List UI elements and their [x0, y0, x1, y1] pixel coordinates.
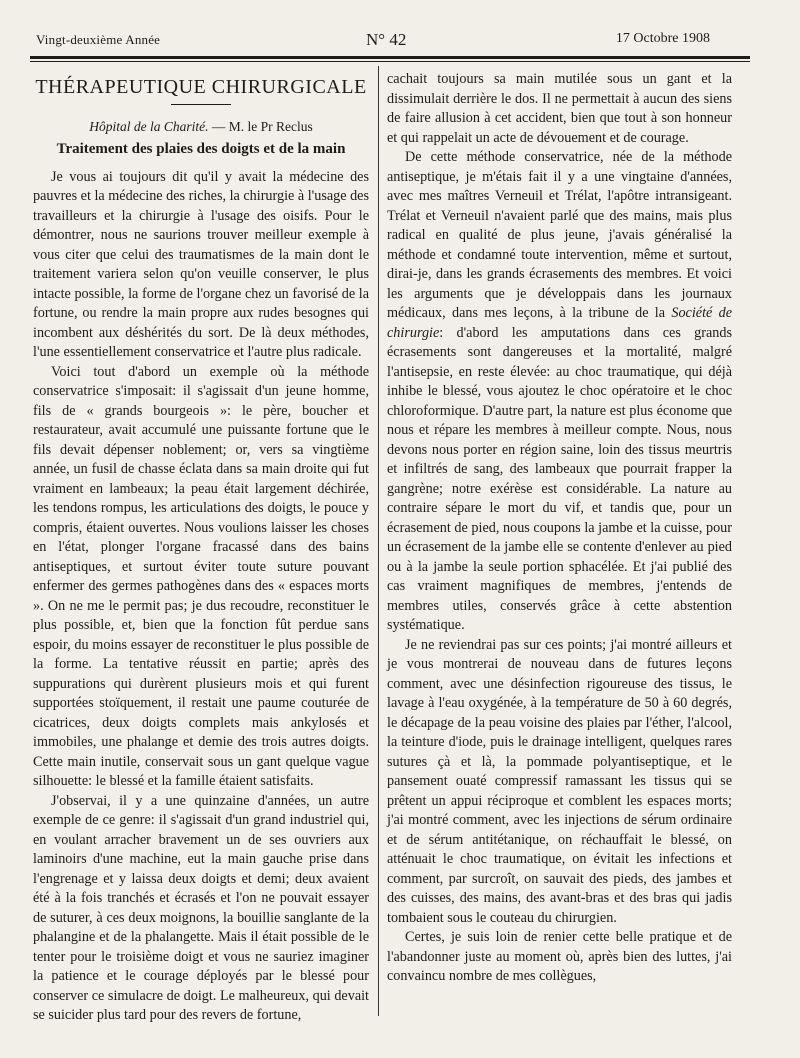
byline-separator: —	[208, 118, 229, 134]
paragraph: Je ne reviendrai pas sur ces points; j'ai montré ailleurs et je vous montrerai de nouveau dans de futures leçons comment, avec une désinfection rigoureuse des tissus, le lavage à l'eau oxygénée, à la température de 50 à 60 degrés, le décapage de la peau voisine des plaies par l'éther, l'alcool, la teinture d'iode, puis le drainage intelligent, quelques rares sutures çà et là, la pommade polyantiseptique, et le pansement ouaté compressif ramassant les tissus qui se prêtent un appui réciproque et comblent les espaces morts; j'ai montré comment, avec les injections de sérum ordinaire et de sérum antitétanique, on réchauffait le blessé, on atténuait le choc traumatique, on évitait les infections et comment, par surcroît, on sauvait des pieds, des jambes et des cuisses, des mains, des avant-bras et des bras qui jadis tombaient sous le couteau du chirurgien.	[387, 636, 732, 926]
volume-label: Vingt-deuxième Année	[36, 32, 161, 47]
byline-place: Hôpital de la Charité.	[89, 118, 209, 134]
issue-number: N° 42	[366, 30, 407, 49]
paragraph: Je vous ai toujours dit qu'il y avait la médecine des pauvres et la médecine des riches, la chirurgie à l'usage des travailleurs et la chirurgie à l'usage des oisifs. Pour le démontrer, nous ne saurions trouver meilleur exemple à vous citer que celui des traumatismes de la main dont le traitement variera selon qu'on veuille conserver, le plus intacte possible, la forme de l'organe chez un favorisé de la fortune, ou rendre la main propre aux rudes besognes qui incombent aux déshérités du sort. De là deux méthodes, l'une essentiellement conservatrice et l'autre plus radicale.	[33, 168, 369, 360]
paragraph-continued: cachait toujours sa main mutilée sous un gant et la dissimulait derrière le dos. Il ne permettait à aucun des siens de faire allusion à cet accident, bien que tout à son honneur et qui rappelait un acte de dévouement et de courage.	[387, 71, 732, 146]
header-rule-thick	[30, 56, 750, 59]
society-name: Société de chirurgie	[387, 305, 732, 341]
column-divider	[378, 66, 379, 1016]
issue-date: 17 Octobre 1908	[615, 31, 710, 46]
paragraph-part: : d'abord les amputations dans ces grands écrasements sont dangereuses et la mortalité, malgré l'antisepsie, en reste élevée: au choc traumatique, qui déjà inhibe le blessé, vous ajoutez le choc opératoire et le choc chloroformique. D'autre part, la nature est plus économe que nous et répare les membres à meilleur compte. Nous, nous devons nous porter en région saine, loin des tissus meurtris et infiltrés de sang, des lambeaux que pourrait frapper la gangrène; notre exérèse est considérable. La nature au contraire sépare le mort du vif, et tandis que, pour un écrasement de pied, nous coupons la jambe et la cuisse, pour un écrasement de la jambe elle se contente d'enlever au pied ou à la jambe la seule portion sphacélée. Et j'ai publié des cas vraiment magnifiques de membres, j'entends de membres utiles, conservés grâce à cette abstention systématique.	[387, 324, 732, 633]
paragraph: Voici tout d'abord un exemple où la méthode conservatrice s'imposait: il s'agissait d'un jeune homme, fils de « grands bourgeois »: le père, boucher et restaurateur, avait accumulé une puissante fortune que le fils devait dépenser noblement; or, vers sa vingtième année, un fusil de chasse éclata dans sa main droite qui fut vraiment en lambeaux; la peau était largement déchirée, les tendons rompus, les articulations des doigts, le pouce y compris, étaient ouvertes. Nous voulions laisser les choses en l'état, plonger l'organe fracassé dans des bains antiseptiques, et surtout éviter toute suture pouvant enfermer des germes pathogènes dans des « espaces morts ». On ne me le permit pas; je dus recoudre, reconstituer le plus possible, et, bien que la fonction fût perdue sans espoir, du moins essayer de reconstituer le plus possible de la forme. La tentative réussit en partie; après des suppurations qui durèrent plusieurs mois et qui furent supportées stoïquement, il restait une paume couturée de cicatrices, deux doigts complets mais ankylosés et immobiles, une phalange et demie des trois autres doigts. Cette main inutile, conservait sous un gant quelque vague silhouette: le blessé et la famille étaient satisfaits.	[33, 363, 369, 789]
byline	[33, 117, 369, 137]
byline-author: M. le Pr Reclus	[228, 118, 313, 134]
left-column	[33, 70, 369, 1026]
article-title: THÉRAPEUTIQUE CHIRURGICALE	[35, 76, 367, 98]
paragraph: Certes, je suis loin de renier cette belle pratique et de l'abandonner juste au moment où, après bien des luttes, j'ai convaincu nombre de mes collègues,	[387, 929, 732, 984]
paragraph	[387, 148, 732, 636]
paragraph: J'observai, il y a une quinzaine d'années, un autre exemple de ce genre: il s'agissait d'un grand industriel qui, en voulant arracher bravement un de ses ouvriers aux laminoirs d'une machine, eut la main gauche prise dans l'engrenage et y laissa deux doigts et demi; deux avaient été à la fois tranchés et écrasés et l'on ne pouvait essayer de suturer, à ces deux moignons, la bouillie sanglante de la phalangine et de la phalangette. Mais il était possible de le tenter pour le troisième doigt et vous ne sauriez imaginer la patience et le courage déployés par le blessé pour conserver ce simulacre de doigt. Le malheureux, qui devait se suicider plus tard pour des revers de fortune,	[33, 792, 369, 1023]
paragraph-part: De cette méthode conservatrice, née de la méthode antiseptique, je m'étais fait il y a une vingtaine d'années, avec mes maîtres Verneuil et Trélat, l'apôtre intransigeant. Trélat et Verneuil n'avaient parlé que des mains, mais plus radical en qualité de plus jeune, j'avais généralisé la méthode et condamné toute intervention, même et surtout, dirai-je, dans les grands écrasements des membres. Et voici les arguments que je développais dans les journaux médicaux, dans mes leçons, à la tribune de la	[387, 149, 732, 321]
right-column	[387, 70, 732, 987]
page-header	[36, 30, 710, 52]
header-rule-thin	[30, 61, 750, 62]
article-subtitle: Traitement des plaies des doigts et de la main	[56, 141, 346, 157]
title-rule	[171, 104, 231, 105]
